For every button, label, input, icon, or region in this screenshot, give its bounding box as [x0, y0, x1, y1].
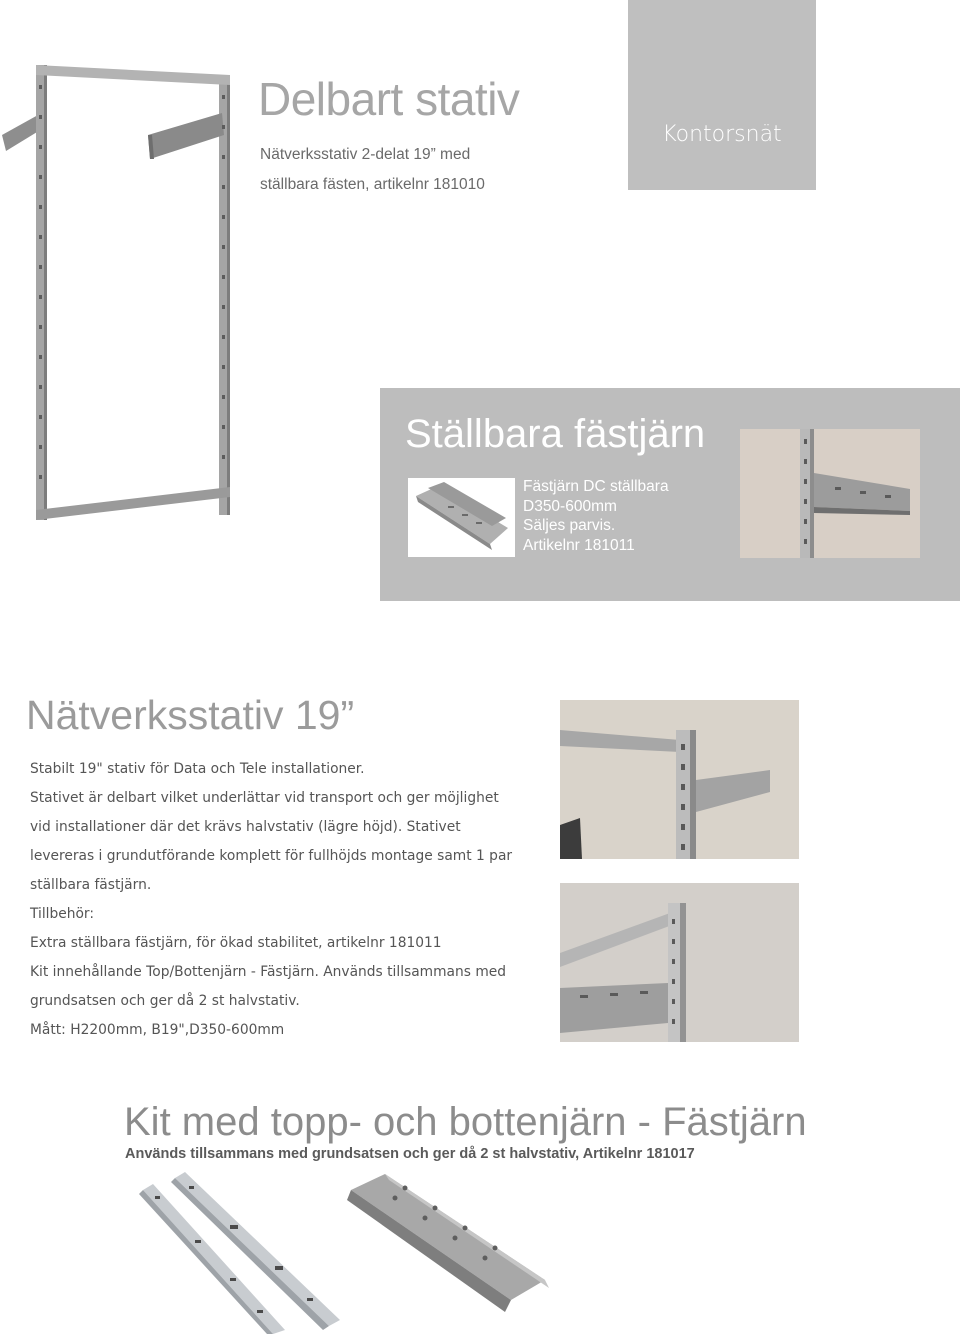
body-line: levereras i grundutförande komplett för fullhöjds montage samt 1 par [30, 848, 513, 864]
kit-title: Kit med topp- och bottenjärn - Fästjärn [124, 1100, 807, 1144]
body-line: vid installationer där det krävs halvstativ (lägre höjd). Stativet [30, 819, 461, 835]
delbart-subtitle-line: ställbara fästen, artikelnr 181010 [260, 176, 485, 193]
natverksstativ-body [30, 755, 550, 1045]
category-tab [628, 0, 816, 190]
natverksstativ-title: Nätverksstativ 19” [26, 692, 355, 738]
brackets-title: Ställbara fästjärn [405, 412, 706, 456]
kit-subtitle: Används tillsammans med grundsatsen och ger då 2 st halvstativ, Artikelnr 181017 [125, 1146, 695, 1162]
brackets-desc-line: D350-600mm [523, 497, 617, 515]
kit-bracket-photo [345, 1170, 555, 1320]
bracket-mounted-photo [740, 429, 920, 558]
body-line: Stativet är delbart vilket underlättar vid transport och ger möjlighet [30, 790, 499, 806]
body-line: Extra ställbara fästjärn, för ökad stabilitet, artikelnr 181011 [30, 935, 442, 951]
body-line: grundsatsen och ger då 2 st halvstativ. [30, 993, 300, 1009]
bracket-pair-photo [408, 478, 515, 557]
body-line: Kit innehållande Top/Bottenjärn - Fästjärn. Används tillsammans med [30, 964, 507, 980]
body-line: Stabilt 19" stativ för Data och Tele installationer. [30, 761, 365, 777]
kit-rails-photo [135, 1170, 340, 1334]
body-line: Mått: H2200mm, B19",D350-600mm [30, 1022, 285, 1038]
category-tab-label: Kontorsnät [662, 122, 782, 147]
rack-bracket-photo [560, 883, 799, 1042]
brackets-description [523, 477, 723, 555]
rack-photo [0, 55, 245, 530]
brackets-desc-line: Fästjärn DC ställbara [523, 478, 669, 495]
delbart-title: Delbart stativ [258, 73, 520, 125]
brackets-desc-line: Artikelnr 181011 [523, 536, 635, 554]
brackets-desc-line: Säljes parvis. [523, 517, 616, 534]
rack-corner-photo [560, 700, 799, 859]
delbart-subtitle [260, 140, 560, 200]
body-line: Tillbehör: [30, 906, 95, 922]
body-line: ställbara fästjärn. [30, 877, 152, 893]
delbart-subtitle-line: Nätverksstativ 2-delat 19” med [260, 146, 471, 163]
